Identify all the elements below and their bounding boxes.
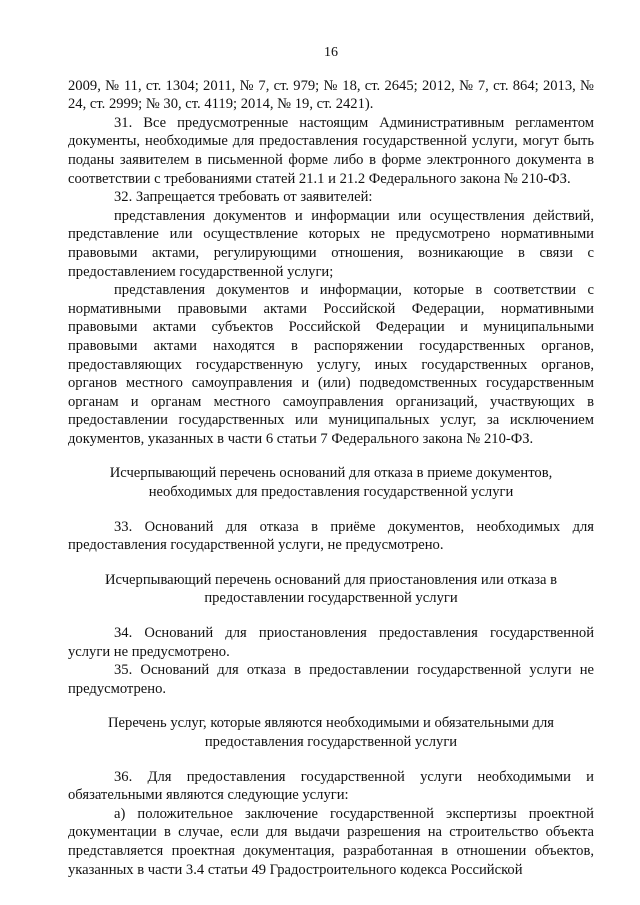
section-heading-required-services: Перечень услуг, которые являются необходимыми и обязательными для предоставления государственной услуги [108, 715, 554, 750]
paragraph-36-a: а) положительное заключение государственной экспертизы проектной документации в случае, если для выдачи разрешения на строительство объекта представляется проектная документация, разработанная в отношении объектов, указанных в части 3.4 статьи 49 Градостроительного кодекса Российской [68, 805, 594, 878]
paragraph-32: 32. Запрещается требовать от заявителей: [114, 189, 373, 206]
paragraph-32-item-2: представления документов и информации, которые в соответствии с нормативными правовыми актами Российской Федерации, нормативными правовыми актами субъектов Российской Федерации и муниципальными правовыми актами находятся в распоряжении государственных органов, предоставляющих государственную услугу, иных государственных органов, органов местного самоуправления и (или) подведомственных государственным органам и органам местного самоуправления организаций, участвующих в предоставлении государственных или муниципальных услуг, за исключением документов, указанных в части 6 статьи 7 Федерального закона № 210-ФЗ. [68, 282, 594, 447]
page-number: 16 [324, 45, 338, 60]
paragraph-36: 36. Для предоставления государственной услуги необходимыми и обязательными являются следующие услуги: [68, 768, 594, 804]
paragraph-32-item-1: представления документов и информации или осуществления действий, представление или осуществление которых не предусмотрено нормативными правовыми актами, регулирующими отношения, возникающие в связи с предоставлением государственной услуги; [68, 207, 594, 280]
paragraph-33: 33. Оснований для отказа в приёме документов, необходимых для предоставления государственной услуги, не предусмотрено. [68, 518, 594, 554]
paragraph-35: 35. Оснований для отказа в предоставлении государственной услуги не предусмотрено. [68, 662, 594, 697]
paragraph-34: 34. Оснований для приостановления предоставления государственной услуги не предусмотрено. [68, 625, 594, 660]
paragraph-31: 31. Все предусмотренные настоящим Административным регламентом документы, необходимые для предоставления государственной услуги, могут быть поданы заявителем в письменной форме либо в форме электронного документа в соответствии с требованиями статей 21.1 и 21.2 Федерального закона № 210-ФЗ. [68, 114, 594, 187]
section-heading-suspension-refusal: Исчерпывающий перечень оснований для приостановления или отказа в предоставлении государственной услуги [104, 571, 558, 607]
section-heading-refusal-acceptance: Исчерпывающий перечень оснований для отказа в приеме документов, необходимых для предоставления государственной услуги [109, 465, 553, 501]
paragraph-continuation: 2009, № 11, ст. 1304; 2011, № 7, ст. 979; № 18, ст. 2645; 2012, № 7, ст. 864; 2013, № 24, ст. 2999; № 30, ст. 4119; 2014, № 19, ст. 2421). [68, 77, 594, 113]
